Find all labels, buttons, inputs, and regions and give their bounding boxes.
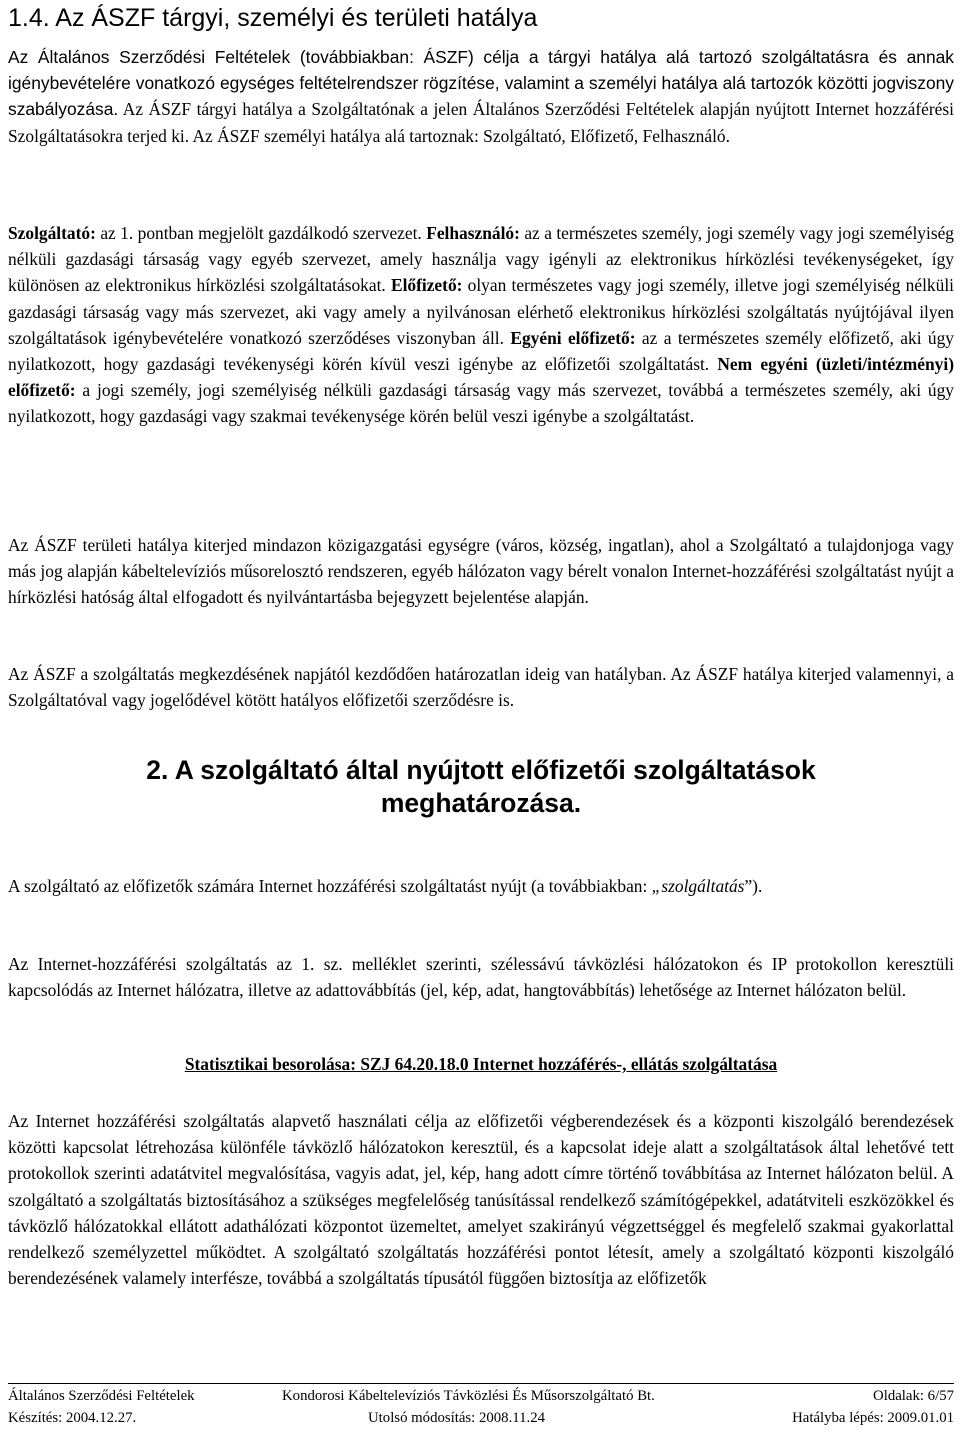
chapter-heading-line1: 2. A szolgáltató által nyújtott előfizetői szolgáltatások — [146, 755, 816, 785]
intro-paragraph — [8, 44, 954, 149]
def-text-szolgaltato: az 1. pontban megjelölt gazdálkodó szervezet. — [95, 223, 427, 243]
service-text-a: A szolgáltató az előfizetők számára Internet hozzáférési szolgáltatást nyújt (a továbbiakban: — [8, 876, 652, 896]
territorial-paragraph: Az ÁSZF területi hatálya kiterjed mindazon közigazgatási egységre (város, község, ingatlan), ahol a Szolgáltató a tulajdonjoga vagy más jog alapján kábeltelevíziós műsorelosztó rendszeren, egyéb hálózaton vagy bérelt vonalon Internet-hozzáférési szolgáltatást nyújt a hírközlési hatóság által elfogadott és nyilvántartásba bejegyzett bejelentése alapján. — [8, 535, 954, 608]
def-text-nemegyeni: a jogi személy, jogi személyiség nélküli gazdasági társaság vagy más szervezet, továbbá a természetes személy, aki úgy nyilatkozott, hogy gazdasági vagy szakmai tevékenysége körén belül veszi igénybe a szolgáltatást. — [8, 380, 954, 427]
def-text-egyeni: az a természetes személy előfizető, aki úgy nyilatkozott, hogy gazdasági tevékenységi körén kívül veszi igénybe az előfizetői szolgáltatást. — [8, 327, 954, 375]
def-term-nemegyeni: Nem egyéni (üzleti/intézményi) előfizető: — [8, 354, 954, 401]
footer-divider — [8, 1383, 954, 1384]
chapter-heading-line2: meghatározása. — [380, 788, 582, 818]
def-text-elofizeto: olyan természetes vagy jogi személy, illetve jogi személyiség nélküli gazdasági társaság vagy más szervezet, aki vagy amely a nyilvánosan elérhető elektronikus hírközlési szolgáltatás nyújtójával ilyen szolgáltatások igénybevételére vonatkozó szerződéses viszonyban áll. — [8, 275, 954, 348]
def-term-egyeni: Egyéni előfizető: — [510, 327, 636, 348]
purpose-paragraph: Az Internet hozzáférési szolgáltatás alapvető használati célja az előfizetői végberendezések és a központi kiszolgáló berendezések közötti kapcsolat létrehozása különféle távközlő hálózatokon keresztül, és a kapcsolat ideje alatt a szolgáltatások által lehetővé tett protokollok szerinti adatátvitel megvalósítása, vagyis adat, jel, kép, hang adott címre történő továbbítása az Internet hálózaton belül. A szolgáltató a szolgáltatás biztosításához a szükséges megfelelőség tanúsítással rendelkező számítógépekkel, adatátviteli eszközökkel és távközlő hálózatokkal ellátott adathálózati központot üzemeltet, amelyet szakirányú végzettséggel és megfelelő szakmai gyakorlattal rendelkező személyzettel működtet. A szolgáltató szolgáltatás hozzáférési pontot létesít, amely a szolgáltató központi kiszolgáló berendezésének valamely interfésze, továbbá a szolgáltatás típusától függően biztosítja az előfizetők — [8, 1111, 954, 1289]
service-term: „szolgáltatás — [651, 876, 745, 896]
def-term-felhasznalo: Felhasználó: — [426, 223, 520, 243]
intro-text: Az Általános Szerződési Feltételek (továbbiakban: ÁSZF) célja a tárgyi hatálya alá tartozó szolgáltatásra és annak igénybevételére vonatkozó egységes feltételrendszer rögzítése, valamint a személyi hatálya alá tartozók közötti jogviszony szabályozása. — [8, 47, 954, 120]
section-heading: 1.4. Az ÁSZF tárgyi, személyi és területi hatálya — [8, 4, 538, 32]
chapter-heading — [8, 754, 954, 820]
footer-modified: Utolsó módosítás: 2008.11.24 — [368, 1410, 546, 1426]
service-text-b: ”). — [744, 876, 763, 896]
statistical-heading: Statisztikai besorolása: SZJ 64.20.18.0 Internet hozzáférés-, ellátás szolgáltatása — [184, 1054, 778, 1074]
footer-created: Készítés: 2004.12.27. — [8, 1410, 137, 1426]
footer-doc-title: Általános Szerződési Feltételek — [8, 1388, 195, 1404]
footer-effective: Hatályba lépés: 2009.01.01 — [792, 1410, 954, 1426]
footer-page-count: Oldalak: 6/57 — [873, 1388, 954, 1404]
definitions-paragraph — [8, 220, 954, 430]
internet-paragraph: Az Internet-hozzáférési szolgáltatás az 1. sz. melléklet szerinti, szélessávú távközlési hálózatokon és IP protokollon keresztüli kapcsolódás az Internet hálózatra, illetve az adattovábbítás (jel, kép, adat, hangtovábbítás) lehetősége az Internet hálózaton belül. — [8, 954, 954, 1001]
scope-text: Az ÁSZF tárgyi hatálya a Szolgáltatónak a jelen Általános Szerződési Feltételek alapján nyújtott Internet hozzáférési Szolgáltatásokra terjed ki. Az ÁSZF személyi hatálya alá tartoznak: Szolgáltató, Előfizető, Felhasználó. — [8, 99, 954, 146]
def-text-felhasznalo: az a természetes személy, jogi személy vagy jogi személyiség nélküli gazdasági társaság vagy egyéb szervezet, amely használja vagy igényli az elektronikus hírközlési tevékenységeket, így különösen az elektronikus hírközlési szolgáltatásokat. — [8, 223, 955, 296]
validity-paragraph: Az ÁSZF a szolgáltatás megkezdésének napjától kezdődően határozatlan ideig van hatályban. Az ÁSZF hatálya kiterjed valamennyi, a Szolgáltatóval vagy jogelődével kötött hatályos előfizetői szerződésre is. — [8, 664, 954, 711]
def-term-szolgaltato: Szolgáltató: — [8, 223, 96, 243]
def-term-elofizeto: Előfizető: — [390, 275, 463, 296]
footer-company: Kondorosi Kábeltelevíziós Távközlési És Műsorszolgáltató Bt. — [282, 1388, 655, 1404]
service-paragraph — [8, 873, 954, 899]
